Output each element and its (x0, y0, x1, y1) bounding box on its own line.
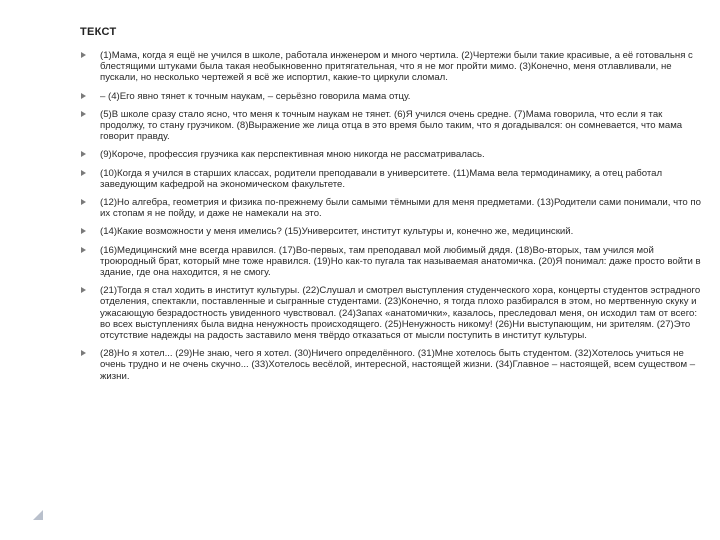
paragraph-text: (28)Но я хотел... (29)Не знаю, чего я хотел. (30)Ничего определённого. (31)Мне хотелось быть студентом. (32)Хотелось учиться не очень трудно и не очень скучно... (33)Хотелось весёлой, интересной, настоящей жизни. (34)Главное – настоящей, всем существом – жизни. (100, 348, 696, 382)
triangle-bullet-icon (81, 170, 86, 176)
triangle-bullet-icon (81, 287, 86, 293)
paragraph-text: (10)Когда я учился в старших классах, родители преподавали в университете. (11)Мама вела термодинамику, а отец работал заведующим кафедрой на экономическом факультете. (100, 167, 663, 190)
list-item (80, 285, 710, 341)
paragraph-text: – (4)Его явно тянет к точным наукам, – серьёзно говорила мама отцу. (100, 90, 411, 102)
triangle-bullet-icon (81, 52, 86, 58)
triangle-bullet-icon (81, 93, 86, 99)
list-item (80, 245, 710, 279)
paragraph-text: (14)Какие возможности у меня имелись? (15)Университет, институт культуры и, конечно же, медицинский. (100, 226, 574, 238)
triangle-bullet-icon (81, 247, 86, 253)
slide-title: ТЕКСТ (80, 26, 117, 38)
list-item (80, 348, 710, 382)
list-item (80, 149, 710, 160)
triangle-bullet-icon (81, 111, 86, 117)
list-item (80, 197, 710, 219)
paragraph-text: (16)Медицинский мне всегда нравился. (17)Во-первых, там преподавал мой любимый дядя. (18)Во-вторых, там учился мой троюродный брат, который мне тоже нравился. (19)Но как-то пугала так называемая анатомичка. (20)Я понимал: даже просто войти в здание, где она находится, я не смогу. (100, 244, 701, 279)
list-item (80, 226, 710, 237)
paragraph-text: (9)Короче, профессия грузчика как перспективная мною никогда не рассматривалась. (100, 149, 485, 161)
list-item (80, 91, 710, 102)
paragraph-list (80, 50, 710, 389)
nav-arrow-icon[interactable] (30, 507, 46, 523)
list-item (80, 50, 710, 84)
triangle-bullet-icon (81, 151, 86, 157)
nav-arrow-shape (33, 510, 43, 520)
triangle-bullet-icon (81, 199, 86, 205)
triangle-bullet-icon (81, 228, 86, 234)
triangle-bullet-icon (81, 350, 86, 356)
list-item (80, 109, 710, 143)
paragraph-text: (5)В школе сразу стало ясно, что меня к точным наукам не тянет. (6)Я учился очень средне. (7)Мама говорила, что если я так продолжу, то стану грузчиком. (8)Выражение же лица отца в это время было таким, что я догадывался: он сомневается, что мама говорит правду. (100, 108, 683, 143)
paragraph-text: (12)Но алгебра, геометрия и физика по-прежнему были самыми тёмными для меня предметами. (13)Родители сами понимали, что по их стопам я не пойду, и даже не намекали на это. (100, 197, 701, 220)
paragraph-text: (1)Мама, когда я ещё не учился в школе, работала инженером и много чертила. (2)Чертежи были такие красивые, а её готовальня с блестящими штуками была такая необыкновенно притягательная, что я не мог пройти мимо. (3)Конечно, меня отлавливали, не пускали, но несколько чертежей я всё же испортил, какие-то циркули сломал. (100, 50, 693, 84)
paragraph-text: (21)Тогда я стал ходить в институт культуры. (22)Слушал и смотрел выступления студенческого хора, концерты студентов эстрадного отделения, спектакли, поставленные и сыгранные студентами. (23)Конечно, я тогда плохо разбирался в этом, но мертвенную скуку и ужасающую безрадостность увиденного чувствовал. (24)Запах «анатомички», казалось, преследовал меня, он исходил там от всего: во всех выступлениях была видна ненужность происходящего. (25)Ненужность никому! (26)Ни выступающим, ни зрителям. (27)Это отсутствие надежды на радость заставило меня твёрдо отказаться от мысли поступить в институт культуры. (100, 285, 701, 342)
list-item (80, 168, 710, 190)
